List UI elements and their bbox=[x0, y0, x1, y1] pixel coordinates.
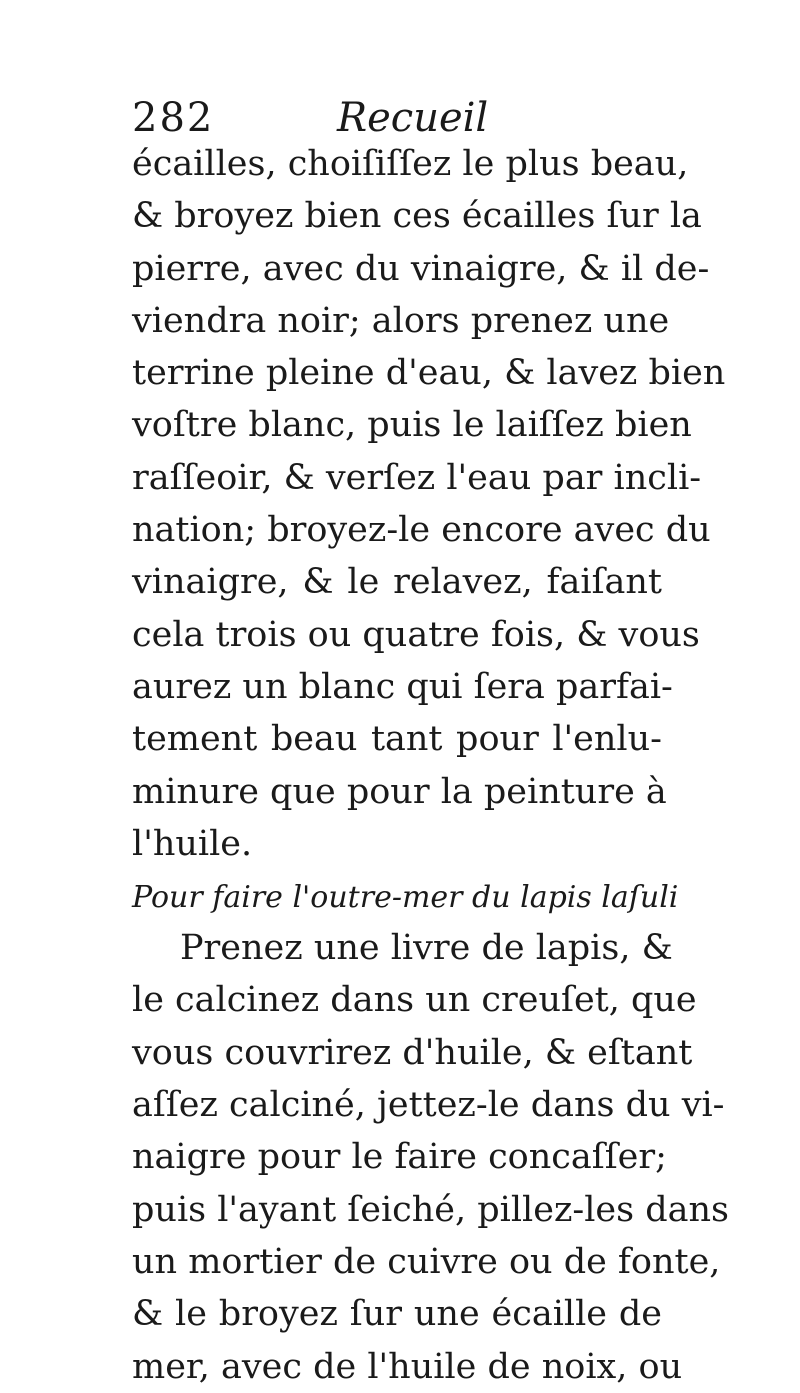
section-heading: Pour faire l'outre-mer du lapis laſuli bbox=[132, 880, 679, 916]
text-line: & le broyez ſur une écaille de bbox=[132, 1294, 662, 1335]
text-line: tement beau tant pour l'enlu- bbox=[132, 719, 662, 760]
text-line: raſſeoir, & verſez l'eau par incli- bbox=[132, 457, 702, 498]
text-line: vous couvrirez d'huile, & eſtant bbox=[132, 1032, 693, 1073]
text-line: viendra noir; alors prenez une bbox=[132, 300, 670, 341]
text-line: terrine pleine d'eau, & lavez bien bbox=[132, 353, 726, 394]
text-line: Prenez une livre de lapis, & bbox=[180, 928, 673, 969]
text-line: un mortier de cuivre ou de fonte, bbox=[132, 1241, 721, 1282]
text-line: écailles, choiſiſſez le plus beau, bbox=[132, 144, 689, 184]
text-line: aſſez calciné, jettez-le dans du vi- bbox=[132, 1085, 725, 1126]
text-line: voſtre blanc, puis le laiſſez bien bbox=[132, 405, 692, 446]
text-line: & broyez bien ces écailles ſur la bbox=[132, 196, 702, 237]
paragraph-2 bbox=[132, 922, 729, 1393]
text-line: cela trois ou quatre fois, & vous bbox=[132, 614, 700, 655]
text-line: nation; broyez-le encore avec du bbox=[132, 510, 711, 551]
running-title: Recueil bbox=[337, 95, 489, 141]
text-block bbox=[132, 138, 729, 1393]
text-line: vinaigre, & le relavez, faiſant bbox=[132, 562, 662, 603]
text-line: naigre pour le faire concaſſer; bbox=[132, 1137, 667, 1178]
text-line: puis l'ayant ſeiché, pillez-les dans bbox=[132, 1189, 729, 1230]
text-line: l'huile. bbox=[132, 823, 253, 864]
text-line: pierre, avec du vinaigre, & il de- bbox=[132, 248, 710, 289]
text-line: minure que pour la peinture à bbox=[132, 771, 667, 812]
text-line: le calcinez dans un creuſet, que bbox=[132, 980, 697, 1021]
page-number: 282 bbox=[132, 95, 215, 141]
paragraph-1 bbox=[132, 138, 726, 870]
running-head bbox=[132, 95, 672, 143]
text-line: mer, avec de l'huile de noix, ou bbox=[132, 1346, 683, 1387]
text-line: aurez un blanc qui ſera parfai- bbox=[132, 666, 673, 707]
